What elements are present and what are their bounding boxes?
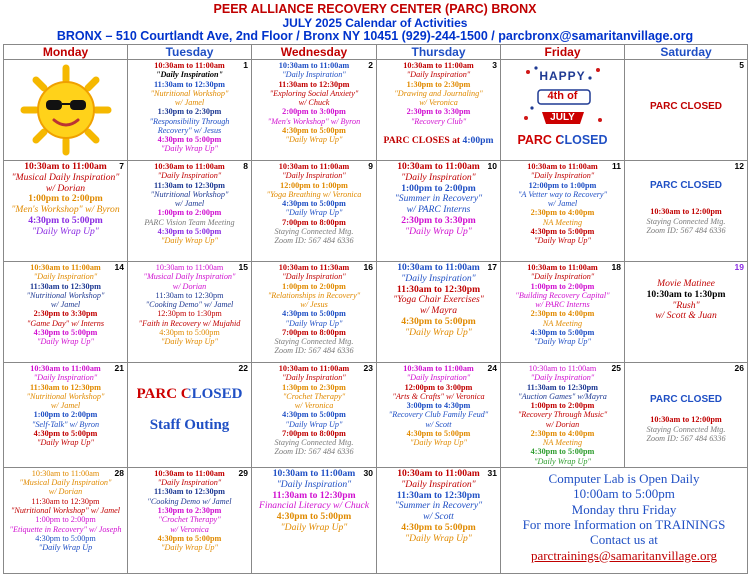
time: 4:30pm to 5:00pm — [406, 428, 471, 438]
time: 10:30am to 11:00am — [528, 364, 597, 373]
activity: "Recovery Club" — [410, 116, 467, 126]
time: 11:30am to 12:30pm — [272, 489, 356, 501]
parc-closed: PARC CLOSED — [649, 180, 723, 191]
time: 12:00pm to 1:00pm — [528, 180, 597, 190]
day-number: 19 — [734, 262, 744, 272]
time: 11:30am to 12:30pm — [154, 79, 225, 89]
parc-closed — [137, 386, 243, 402]
activity: Staying Connected Mtg. — [274, 226, 354, 236]
activity: "Daily Wrap Up" — [161, 337, 218, 347]
time: 4:30pm to 5:00pm — [282, 125, 346, 135]
activity: "Auction Games" w/Mayra — [518, 391, 607, 401]
time: 3:00pm to 4:30pm — [406, 401, 471, 411]
activity: "Daily Wrap Up" — [37, 337, 94, 347]
closes-time: 4:00pm — [462, 134, 494, 146]
activity: "Men's Workshop" w/ Byron — [11, 204, 120, 216]
day-cell — [501, 161, 625, 262]
org-title: PEER ALLIANCE RECOVERY CENTER (PARC) BRONX — [213, 2, 537, 16]
day-cell — [128, 467, 252, 573]
day-cell — [128, 262, 252, 363]
time: 11:30am to 12:30pm — [155, 290, 224, 300]
day-cell — [625, 262, 748, 363]
week-row — [4, 262, 748, 363]
parc-closed: PARC CLOSED — [649, 394, 723, 405]
time: 4:30pm to 5:00pm — [530, 447, 595, 457]
time: 4:30pm to 5:00pm — [157, 226, 222, 236]
closed-label — [503, 133, 622, 147]
time: 2:00pm to 3:00pm — [282, 107, 346, 117]
activity: "Cooking Demo" w/ Jamel — [145, 300, 234, 310]
activity: "Daily Wrap Up" — [285, 419, 343, 429]
activity: "Daily Wrap Up" — [280, 522, 348, 534]
day-number: 15 — [238, 262, 248, 272]
day-cell — [128, 363, 252, 468]
activity: "Daily Inspiration" — [401, 478, 476, 490]
activity: "Faith in Recovery w/ Mujahid — [138, 318, 241, 328]
time: 2:30pm to 3:30pm — [33, 309, 98, 319]
time: 7:00pm to 8:00pm — [282, 428, 346, 438]
time: 4:30pm to 5:00pm — [282, 309, 346, 319]
day-number: 28 — [114, 467, 124, 478]
day-cell — [625, 161, 748, 262]
time: 12:30pm to 1:30pm — [157, 309, 222, 319]
day-cell — [252, 363, 377, 468]
time: 12:00pm to 1:00pm — [280, 180, 348, 190]
day-cell — [252, 262, 377, 363]
time: 4:30pm to 5:00pm — [282, 199, 346, 209]
contact-label: Contact us at — [590, 532, 658, 548]
time: 1:00pm to 2:00pm — [33, 410, 98, 420]
address-line: BRONX – 510 Courtlandt Ave, 2nd Floor / Bronx NY 10451 (929)-244-1500 / parcbronx@samaritanvillage.org — [56, 29, 694, 43]
activity: "Daily Wrap Up" — [161, 144, 218, 154]
time: 4:30pm to 5:00pm — [28, 215, 103, 227]
time: 1:00pm to 2:00pm — [401, 182, 476, 194]
time: 1:00pm to 2:00pm — [530, 401, 595, 411]
day-cell — [377, 161, 501, 262]
day-number: 16 — [363, 262, 373, 272]
activity: Staying Connected Mtg. — [646, 216, 726, 226]
time: 4:30pm to 5:00pm — [33, 327, 98, 337]
zoom-id: Zoom ID: 567 484 6336 — [274, 236, 354, 246]
badge-fourth-text: 4th of — [547, 90, 578, 102]
day-number: 24 — [487, 363, 497, 373]
facilitator: w/ Jesus — [300, 300, 328, 310]
day-number: 17 — [487, 262, 497, 272]
time: 10:30am to 11:00am — [154, 61, 225, 70]
time: 4:30pm to 5:00pm — [401, 316, 476, 328]
activity: "Daily Inspiration" — [282, 70, 346, 80]
day-number: 22 — [238, 363, 248, 373]
time: 4:30pm to 5:00pm — [157, 135, 222, 145]
time: 1:00pm to 2:00pm — [28, 193, 103, 205]
closes-label: PARC CLOSES at — [383, 134, 463, 146]
closed-text: PARC CLOSED — [136, 386, 243, 402]
day-cell — [501, 60, 625, 161]
day-header-monday: Monday — [4, 45, 128, 60]
time: 10:30am to 11:00am — [24, 161, 107, 172]
day-cell — [501, 363, 625, 468]
parc-closes-note — [379, 136, 498, 147]
activity: "Building Recovery Capital" — [515, 290, 610, 300]
activity: "Recovery Through Music" — [517, 410, 608, 420]
activity: "Responsibility Through — [149, 116, 230, 126]
time: 10:30am to 11:30am — [278, 263, 350, 272]
facilitator: w/ Scott — [423, 511, 454, 523]
week-row — [4, 161, 748, 262]
sun-icon — [6, 61, 125, 159]
facilitator: w/ Jamel — [50, 300, 81, 310]
facilitator: w/ Scott & Juan — [655, 310, 717, 322]
activity: "Self-Talk" w/ Byron — [31, 419, 100, 429]
time: 2:30pm to 3:30pm — [406, 107, 471, 117]
activity: Financial Literacy w/ Chuck — [258, 500, 370, 512]
time: 11:30am to 12:30pm — [396, 489, 481, 501]
activity: Movie Matinee — [657, 278, 715, 289]
time: 10:30am to 12:00pm — [650, 207, 722, 217]
facilitator: w/ Scott — [425, 419, 452, 429]
facilitator: w/ Mayra — [419, 305, 458, 317]
activity: "Daily Wrap Up" — [534, 456, 591, 466]
time: 11:30am to 12:30pm — [31, 496, 100, 506]
time: 1:00pm to 2:00pm — [282, 281, 346, 291]
time: 11:30am to 12:30pm — [396, 283, 481, 295]
zoom-id: Zoom ID: 567 484 6336 — [274, 447, 354, 457]
time: 10:30am to 11:00am — [527, 162, 598, 171]
time: 7:00pm to 8:00pm — [282, 217, 346, 227]
facilitator: w/ Jamel — [547, 199, 578, 209]
activity: PARC Vision Team Meeting — [144, 217, 235, 227]
day-number: 12 — [734, 161, 744, 171]
time: 4:30pm to 5:00pm — [157, 533, 222, 543]
day-cell — [377, 467, 501, 573]
activity: "Cooking Demo w/ Jamel — [147, 496, 232, 506]
facilitator: w/ PARC Interns — [406, 204, 471, 216]
day-number: 11 — [612, 161, 621, 171]
time: 4:30pm to 5:00pm — [159, 327, 220, 337]
day-cell — [128, 161, 252, 262]
calendar-table — [3, 44, 748, 574]
activity: "Daily Inspiration" — [406, 70, 471, 80]
day-cell — [4, 262, 128, 363]
activity: Staying Connected Mtg. — [274, 438, 354, 448]
activity: NA Meeting — [542, 217, 583, 227]
activity: "Daily Wrap Up" — [285, 135, 343, 145]
facilitator: w/ PARC Interns — [535, 300, 590, 310]
movie-title: "Rush" — [672, 299, 700, 311]
time: 10:30am to 11:00am — [403, 364, 474, 373]
activity: "Daily Inspiration" — [401, 272, 476, 284]
activity: "Daily Inspiration" — [282, 373, 346, 383]
day-number: 9 — [368, 161, 373, 171]
facilitator: Recovery" w/ Jesus — [157, 125, 222, 135]
time: 7:00pm to 8:00pm — [282, 327, 346, 337]
time: 1:00pm to 2:00pm — [157, 208, 222, 218]
activity: "Daily Wrap Up" — [534, 236, 591, 246]
time: 10:30am to 11:00am — [31, 468, 100, 478]
facilitator: w/ Veronica — [294, 401, 334, 411]
computer-lab-hours: 10:00am to 5:00pm — [573, 486, 675, 502]
time: 2:30pm to 3:30pm — [401, 215, 476, 227]
activity: "Daily Wrap Up" — [37, 438, 94, 448]
activity: "Crochet Therapy" — [282, 391, 346, 401]
time: 2:30pm to 4:00pm — [530, 428, 595, 438]
facilitator: w/ Veronica — [419, 98, 458, 108]
time: 11:30am to 12:30pm — [154, 180, 225, 190]
day-number: 26 — [734, 363, 744, 373]
week-row — [4, 467, 748, 573]
day-cell — [4, 363, 128, 468]
time: 10:30am to 11:00am — [278, 61, 350, 70]
time: 1:00pm to 2:00pm — [530, 281, 595, 291]
activity: "Musical Daily Inspiration" — [143, 272, 236, 282]
week-row — [4, 363, 748, 468]
parc-closed: PARC CLOSED — [649, 101, 723, 113]
time: 10:30am to 11:00am — [403, 61, 474, 70]
activity: "Daily Wrap Up" — [405, 225, 472, 237]
time: 10:30am to 11:00am — [397, 262, 480, 273]
activity: "Relationships in Recovery" — [267, 290, 361, 300]
activity: "Yoga Breathing w/ Veronica — [266, 189, 362, 199]
activity: "Daily Wrap Up" — [410, 438, 467, 448]
activity: "Daily Inspiration" — [401, 171, 476, 183]
activity: "Musical Daily Inspiration" — [19, 478, 112, 488]
day-cell — [128, 60, 252, 161]
computer-lab-note: Computer Lab is Open Daily — [548, 470, 700, 486]
activity: "Summer in Recovery" — [394, 193, 483, 205]
time: 12:00pm to 3:00pm — [404, 382, 473, 392]
day-number: 21 — [114, 363, 124, 373]
time: 10:30am to 11:00am — [397, 161, 480, 172]
day-cell — [4, 161, 128, 262]
day-number: 25 — [611, 363, 621, 373]
time: 10:30am to 11:00am — [272, 467, 356, 479]
activity: "Crochet Therapy" — [158, 515, 221, 525]
activity: "Etiquette in Recovery" w/ Joseph — [9, 524, 122, 534]
activity: "Summer in Recovery" — [394, 500, 483, 512]
time: 10:30am to 11:00am — [154, 162, 225, 171]
day-number: 10 — [487, 161, 497, 171]
activity: "Exploring Social Anxiety" — [269, 88, 359, 98]
day-cell — [377, 60, 501, 161]
time: 10:30am to 1:30pm — [646, 288, 726, 300]
day-cell — [4, 467, 128, 573]
activity: "Nutritional Workshop" — [26, 391, 105, 401]
activity: "Nutritional Workshop" — [150, 88, 229, 98]
activity: Staying Connected Mtg. — [646, 424, 726, 434]
facilitator: w/ Veronica — [170, 524, 209, 534]
time: 4:30pm to 5:00pm — [276, 511, 352, 523]
day-number: 7 — [119, 161, 124, 171]
activity: "Daily Wrap Up" — [285, 318, 343, 328]
activity: "Daily Inspiration" — [33, 272, 98, 282]
activity: "Daily Inspiration" — [530, 171, 595, 181]
facilitator: w/ Jamel — [174, 98, 205, 108]
facilitator: w/ Dorian — [48, 487, 83, 497]
activity: "Daily Inspiration" — [155, 70, 224, 80]
day-cell — [625, 60, 748, 161]
time: 1:00pm to 2:00pm — [35, 515, 96, 525]
day-cell — [625, 363, 748, 468]
trainings-note: For more Information on TRAININGS — [522, 516, 726, 532]
activity: "Daily Wrap Up" — [534, 337, 591, 347]
time: 4:30pm to 5:00pm — [282, 410, 346, 420]
activity: "Daily Inspiration" — [33, 373, 98, 383]
time: 1:30pm to 2:30pm — [282, 382, 346, 392]
week-row — [4, 60, 748, 161]
day-cell — [377, 363, 501, 468]
activity: "Nutritional Workshop" — [150, 189, 229, 199]
day-number: 3 — [492, 60, 497, 70]
time: 10:30am to 11:00am — [397, 467, 480, 479]
day-header-friday: Friday — [501, 45, 625, 60]
day-number: 31 — [487, 467, 497, 478]
time: 4:30pm to 5:00pm — [530, 226, 595, 236]
day-header-wednesday: Wednesday — [252, 45, 377, 60]
day-cell-sun-art — [4, 60, 128, 161]
activity: "Daily Inspiration" — [282, 272, 346, 282]
activity: "Drawing and Journaling" — [394, 88, 483, 98]
day-header-tuesday: Tuesday — [128, 45, 252, 60]
activity: "Yoga Chair Exercises" — [393, 294, 484, 306]
time: 2:30pm to 4:00pm — [530, 309, 595, 319]
activity: "Daily Inspiration" — [530, 373, 595, 383]
time: 10:30am to 11:00am — [155, 263, 224, 272]
day-number: 14 — [114, 262, 124, 272]
activity: "Daily Inspiration" — [157, 171, 222, 181]
time: 1:30pm to 2:30pm — [157, 107, 222, 117]
fourth-of-july-badge — [520, 64, 606, 128]
time: 4:30pm to 5:00pm — [35, 533, 96, 543]
day-number: 18 — [611, 262, 621, 272]
activity: "Daily Wrap Up" — [285, 208, 343, 218]
activity: "Daily Wrap Up" — [161, 236, 218, 246]
time: 10:30am to 12:00pm — [650, 415, 722, 425]
day-header-row — [4, 45, 748, 60]
zoom-id: Zoom ID: 567 484 6336 — [274, 346, 354, 356]
activity: "Daily Inspiration" — [276, 478, 352, 490]
day-number: 29 — [238, 467, 248, 478]
facilitator: w/ Dorian — [545, 419, 580, 429]
day-header-saturday: Saturday — [625, 45, 748, 60]
activity: "Nutritional Workshop" — [26, 290, 105, 300]
time: 11:30am to 12:30pm — [30, 382, 101, 392]
facilitator: w/ Chuck — [298, 98, 330, 108]
time: 10:30am to 11:00am — [154, 468, 225, 478]
day-cell — [377, 262, 501, 363]
activity: "Men's Workshop" w/ Byron — [267, 116, 361, 126]
zoom-id: Zoom ID: 567 484 6336 — [646, 225, 726, 235]
badge-happy-text: HAPPY — [539, 69, 586, 83]
time: 11:30am to 12:30pm — [278, 79, 350, 89]
day-number: 1 — [243, 60, 248, 70]
activity: "Daily Wrap Up" — [405, 532, 472, 544]
day-number: 2 — [368, 60, 373, 70]
calendar-title: JULY 2025 Calendar of Activities — [282, 16, 468, 30]
facilitator: w/ Dorian — [172, 281, 207, 291]
facilitator: w/ Jamel — [174, 199, 205, 209]
parc-closed — [517, 133, 607, 147]
day-cell — [501, 262, 625, 363]
day-cell — [252, 467, 377, 573]
activity: "Daily Wrap Up" — [405, 326, 472, 338]
activity: "Arts & Crafts" w/ Veronica — [392, 391, 485, 401]
activity: "Daily Wrap Up" — [32, 225, 99, 237]
activity: Staying Connected Mtg. — [274, 337, 354, 347]
day-number: 5 — [739, 60, 744, 70]
facilitator: w/ Dorian — [45, 182, 86, 194]
time: 10:30am to 11:00am — [278, 162, 350, 171]
activity: "Daily Inspiration" — [157, 478, 222, 488]
info-cell — [501, 467, 748, 573]
time: 1:30pm to 2:30pm — [157, 505, 222, 515]
activity: "Daily Inspiration" — [530, 272, 595, 282]
closed-text: PARC CLOSED — [517, 133, 608, 147]
time: 10:30am to 11:00am — [278, 364, 350, 373]
time: 11:30am to 12:30pm — [154, 487, 225, 497]
staff-outing: Staff Outing — [149, 416, 230, 433]
time: 10:30am to 11:00am — [527, 263, 598, 272]
day-number: 8 — [243, 161, 248, 171]
time: 2:30pm to 4:00pm — [530, 208, 595, 218]
zoom-id: Zoom ID: 567 484 6336 — [646, 433, 726, 443]
activity: "Game Day" w/ Interns — [26, 318, 105, 328]
day-cell — [252, 60, 377, 161]
activity: NA Meeting — [542, 318, 583, 328]
activity: "Daily Inspiration" — [282, 171, 346, 181]
time: 10:30am to 11:00am — [30, 364, 101, 373]
day-number: 23 — [363, 363, 373, 373]
computer-lab-days: Monday thru Friday — [571, 501, 677, 517]
contact-email-link[interactable]: parctrainings@samaritanvillage.org — [530, 547, 718, 563]
time: 11:30am to 12:30pm — [527, 382, 598, 392]
activity: "Daily Inspiration" — [406, 373, 471, 383]
activity: "Daily Wrap Up" — [161, 543, 218, 553]
activity: NA Meeting — [542, 438, 583, 448]
badge-july-text: JULY — [550, 112, 575, 123]
day-header-thursday: Thursday — [377, 45, 501, 60]
activity: "Musical Daily Inspiration" — [11, 171, 120, 183]
time: 4:30pm to 5:00pm — [530, 327, 595, 337]
day-cell — [252, 161, 377, 262]
activity: "A Vetter way to Recovery" — [517, 189, 608, 199]
time: 4:30pm to 5:00pm — [33, 428, 98, 438]
day-number: 30 — [363, 467, 373, 478]
activity: "Recovery Club Family Feud" — [388, 410, 489, 420]
time: 11:30am to 12:30pm — [30, 281, 101, 291]
activity: "Daily Wrap Up — [38, 543, 93, 553]
activity: "Nutritional Workshop" w/ Jamel — [10, 505, 121, 515]
time: 4:30pm to 5:00pm — [401, 522, 476, 534]
facilitator: w/ Jamel — [50, 401, 81, 411]
time: 10:30am to 11:00am — [30, 263, 101, 272]
time: 1:30pm to 2:30pm — [406, 79, 471, 89]
